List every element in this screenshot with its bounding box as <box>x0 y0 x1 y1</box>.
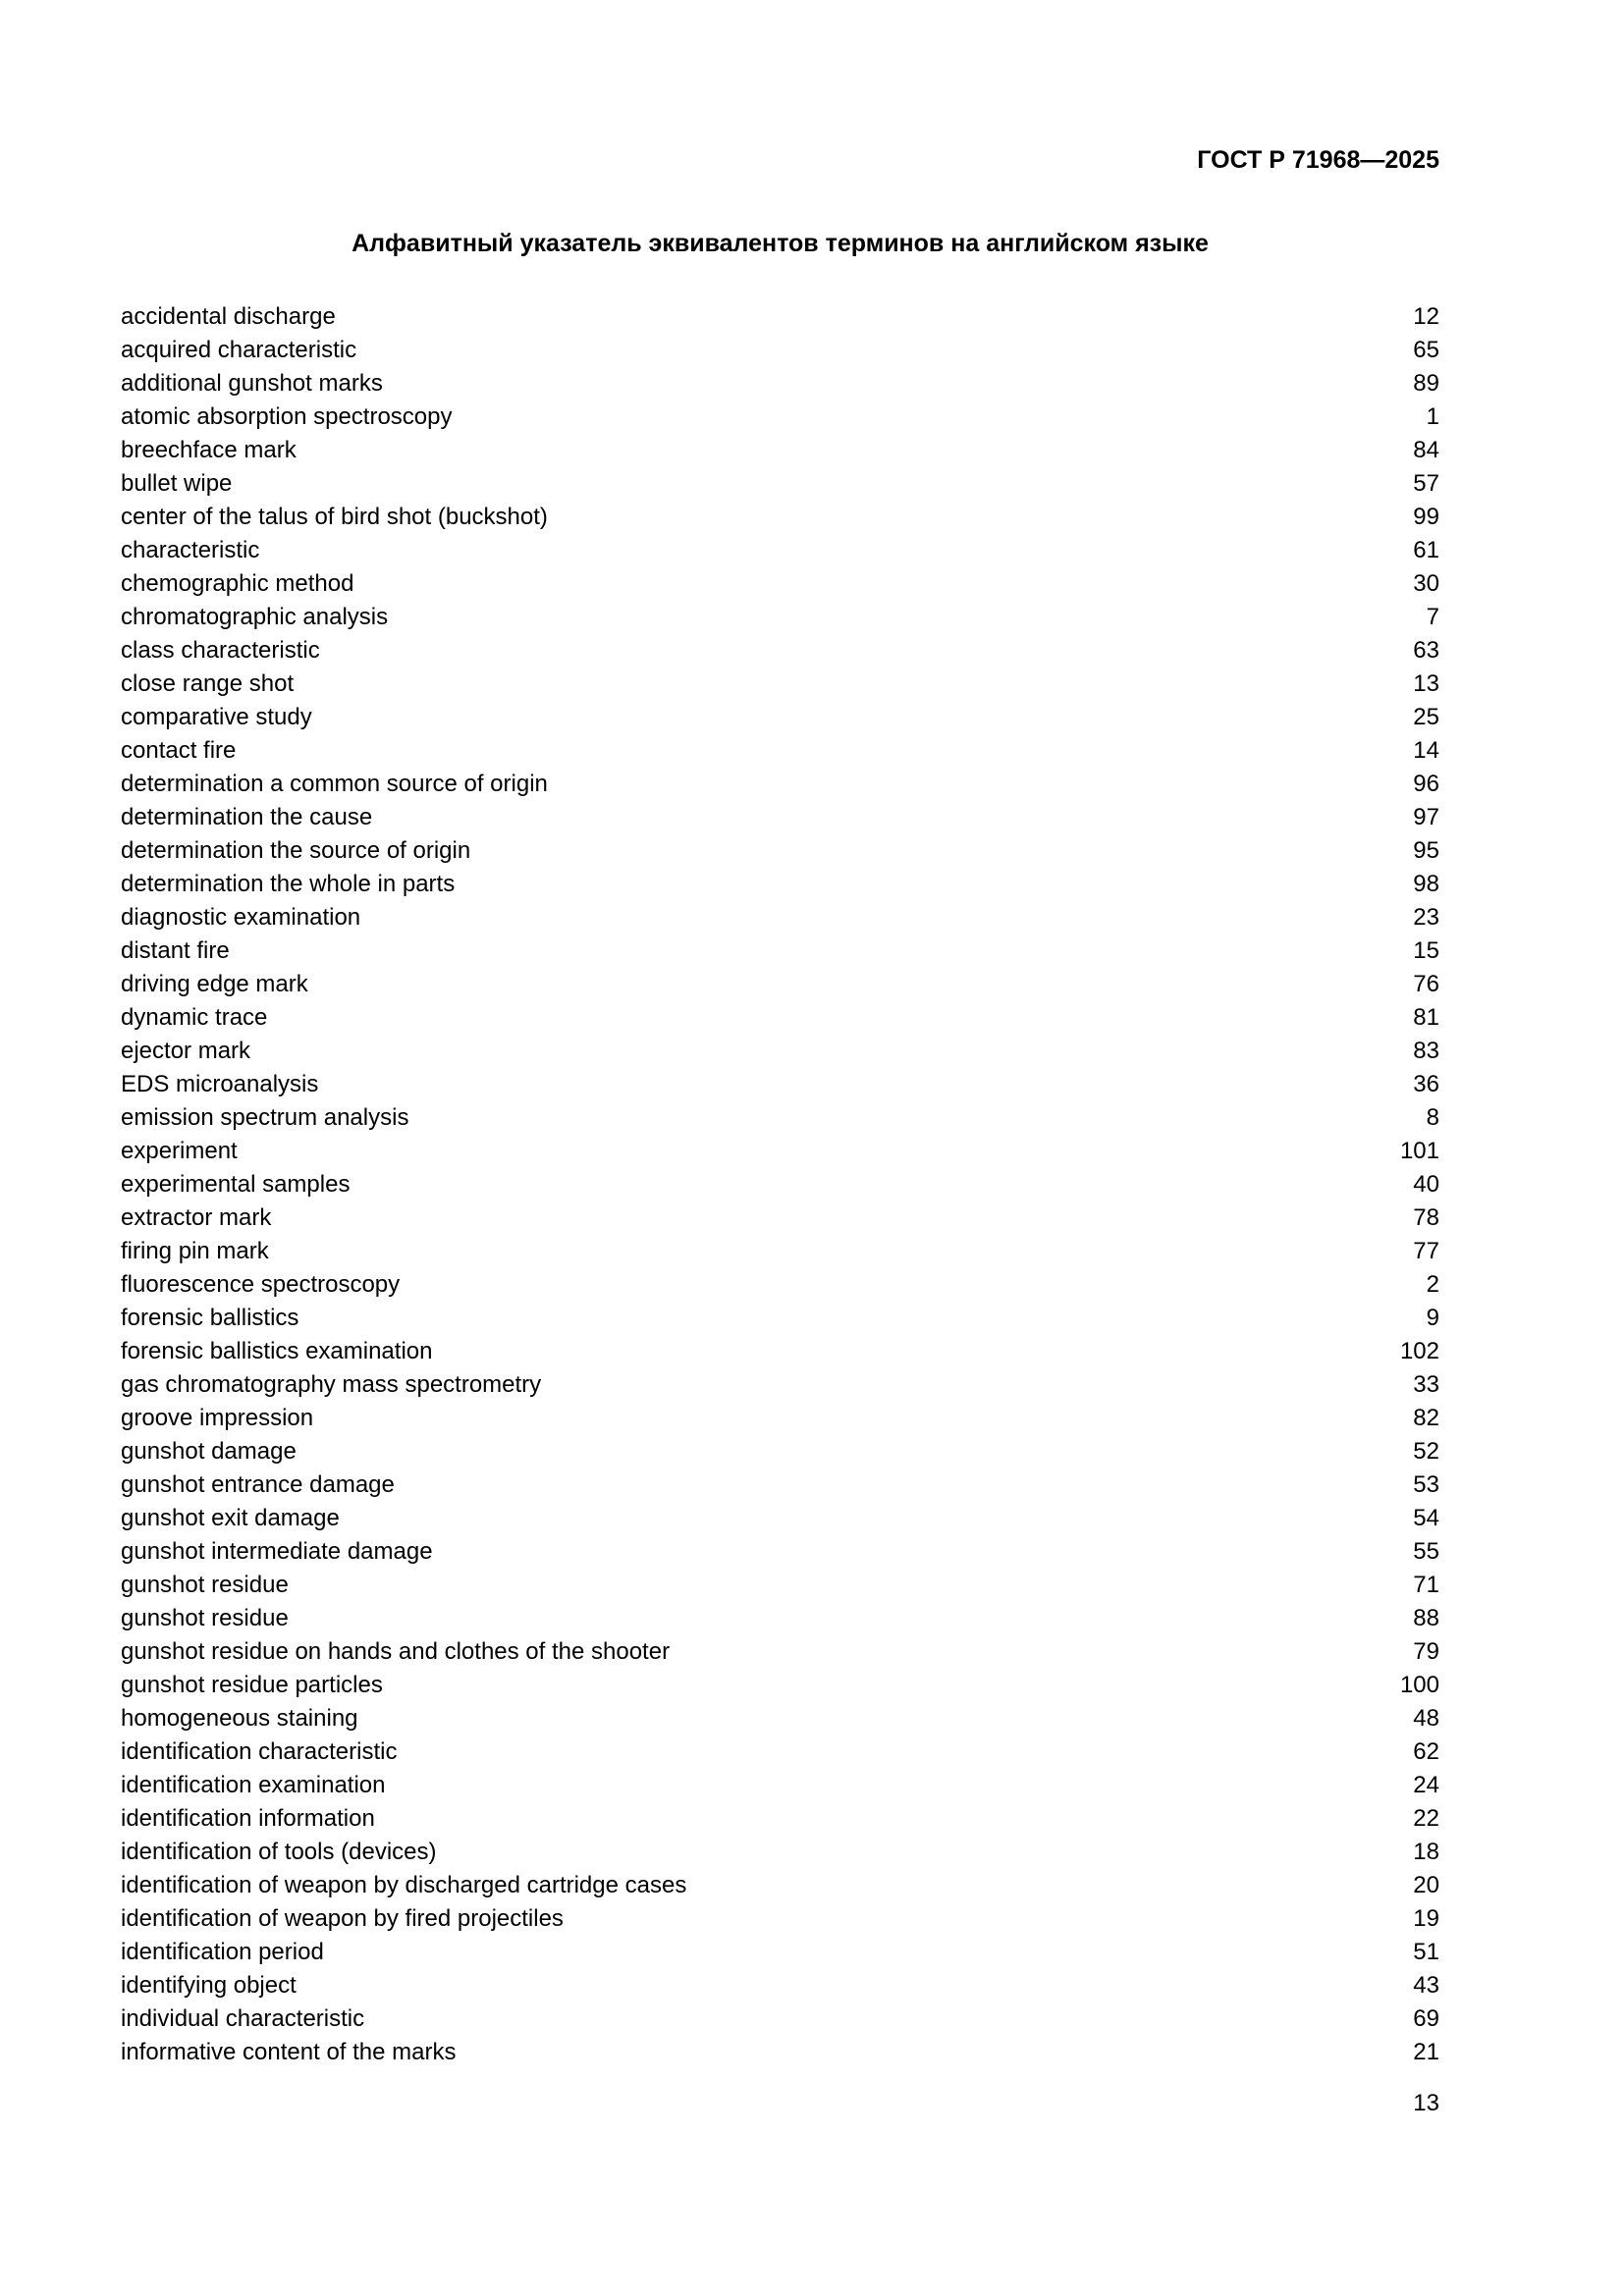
index-page-ref: 76 <box>1413 971 1439 997</box>
index-term: determination a common source of origin <box>121 771 548 797</box>
index-term: gunshot damage <box>121 1438 297 1465</box>
index-row <box>121 1502 1439 1535</box>
index-page-ref: 1 <box>1426 403 1439 430</box>
index-page-ref: 9 <box>1426 1305 1439 1331</box>
index-row <box>121 1669 1439 1702</box>
index-term: gunshot residue <box>121 1605 289 1631</box>
index-term: atomic absorption spectroscopy <box>121 403 453 430</box>
index-term: identification examination <box>121 1772 386 1798</box>
index-row <box>121 901 1439 934</box>
index-page-ref: 30 <box>1413 570 1439 597</box>
index-page-ref: 102 <box>1399 1338 1439 1364</box>
index-row <box>121 1969 1439 2002</box>
index-page-ref: 79 <box>1413 1638 1439 1665</box>
index-row <box>121 1836 1439 1869</box>
index-page-ref: 62 <box>1413 1738 1439 1765</box>
index-term: forensic ballistics <box>121 1305 299 1331</box>
index-page-ref: 21 <box>1413 2039 1439 2065</box>
index-row <box>121 534 1439 567</box>
index-row <box>121 1201 1439 1235</box>
index-row <box>121 1635 1439 1669</box>
index-title: Алфавитный указатель эквивалентов терминов на английском языке <box>352 230 1209 257</box>
index-term: determination the source of origin <box>121 837 471 864</box>
index-row <box>121 1302 1439 1335</box>
index-row <box>121 1902 1439 1936</box>
index-term: firing pin mark <box>121 1238 269 1264</box>
index-row <box>121 1869 1439 1902</box>
index-row <box>121 501 1439 534</box>
index-row <box>121 1435 1439 1468</box>
index-page-ref: 65 <box>1413 337 1439 363</box>
index-row <box>121 467 1439 501</box>
index-page-ref: 2 <box>1426 1271 1439 1298</box>
index-row <box>121 2036 1439 2069</box>
index-page-ref: 12 <box>1413 303 1439 330</box>
index-term: identification characteristic <box>121 1738 398 1765</box>
index-term: class characteristic <box>121 637 320 664</box>
index-page-ref: 83 <box>1413 1038 1439 1064</box>
index-term: individual characteristic <box>121 2005 365 2032</box>
index-term: chromatographic analysis <box>121 604 389 630</box>
index-row <box>121 400 1439 434</box>
index-term: gunshot residue particles <box>121 1672 383 1698</box>
index-term: characteristic <box>121 537 260 563</box>
index-page-ref: 54 <box>1413 1505 1439 1531</box>
index-term: homogeneous staining <box>121 1705 358 1732</box>
index-term: close range shot <box>121 670 295 697</box>
index-row <box>121 1802 1439 1836</box>
index-term: gunshot intermediate damage <box>121 1538 433 1565</box>
index-row <box>121 1936 1439 1969</box>
index-page-ref: 78 <box>1413 1204 1439 1231</box>
index-row <box>121 1035 1439 1068</box>
index-term: diagnostic examination <box>121 904 361 931</box>
index-row <box>121 801 1439 834</box>
index-row <box>121 934 1439 968</box>
index-page-ref: 89 <box>1413 370 1439 397</box>
index-page-ref: 51 <box>1413 1939 1439 1965</box>
index-term: gunshot residue on hands and clothes of the shooter <box>121 1638 671 1665</box>
index-row <box>121 1268 1439 1302</box>
index-row <box>121 1368 1439 1402</box>
index-term: ejector mark <box>121 1038 251 1064</box>
index-row <box>121 834 1439 868</box>
index-row <box>121 968 1439 1001</box>
index-page-ref: 24 <box>1413 1772 1439 1798</box>
index-term: breechface mark <box>121 437 297 463</box>
index-term: acquired characteristic <box>121 337 357 363</box>
index-row <box>121 1735 1439 1769</box>
index-row <box>121 334 1439 367</box>
index-page-ref: 99 <box>1413 504 1439 530</box>
index-page-ref: 96 <box>1413 771 1439 797</box>
index-term: center of the talus of bird shot (buckshot) <box>121 504 548 530</box>
index-page-ref: 98 <box>1413 871 1439 897</box>
index-page-ref: 48 <box>1413 1705 1439 1732</box>
index-term: distant fire <box>121 937 230 964</box>
index-term: forensic ballistics examination <box>121 1338 433 1364</box>
index-term: contact fire <box>121 737 237 764</box>
index-page-ref: 43 <box>1413 1972 1439 1999</box>
index-page-ref: 71 <box>1413 1572 1439 1598</box>
index-term: additional gunshot marks <box>121 370 383 397</box>
index-row <box>121 1168 1439 1201</box>
document-number: ГОСТ Р 71968—2025 <box>1197 146 1439 174</box>
index-term: identification period <box>121 1939 324 1965</box>
index-term: gunshot exit damage <box>121 1505 340 1531</box>
index-page-ref: 33 <box>1413 1371 1439 1398</box>
index-term: identification of weapon by fired projectiles <box>121 1905 564 1932</box>
index-term: determination the whole in parts <box>121 871 456 897</box>
index-row <box>121 434 1439 467</box>
index-term: gas chromatography mass spectrometry <box>121 1371 542 1398</box>
index-row <box>121 1068 1439 1101</box>
index-page-ref: 69 <box>1413 2005 1439 2032</box>
index-row <box>121 1335 1439 1368</box>
page-number: 13 <box>1413 2090 1439 2116</box>
index-row <box>121 1569 1439 1602</box>
index-term: gunshot entrance damage <box>121 1471 395 1498</box>
index-page-ref: 7 <box>1426 604 1439 630</box>
index-page-ref: 63 <box>1413 637 1439 664</box>
index-term: identification of weapon by discharged cartridge cases <box>121 1872 687 1898</box>
index-row <box>121 567 1439 601</box>
index-term: identifying object <box>121 1972 297 1999</box>
index-row <box>121 734 1439 768</box>
index-row <box>121 1135 1439 1168</box>
index-page-ref: 20 <box>1413 1872 1439 1898</box>
index-term: identification of tools (devices) <box>121 1839 437 1865</box>
index-term: informative content of the marks <box>121 2039 457 2065</box>
index-term: accidental discharge <box>121 303 336 330</box>
index-term: fluorescence spectroscopy <box>121 1271 401 1298</box>
index-page-ref: 22 <box>1413 1805 1439 1832</box>
index-page-ref: 52 <box>1413 1438 1439 1465</box>
index-page-ref: 57 <box>1413 470 1439 497</box>
index-page-ref: 53 <box>1413 1471 1439 1498</box>
index-page-ref: 55 <box>1413 1538 1439 1565</box>
index-page-ref: 8 <box>1426 1104 1439 1131</box>
index-row <box>121 601 1439 634</box>
index-page-ref: 100 <box>1399 1672 1439 1698</box>
index-row <box>121 1468 1439 1502</box>
index-term: EDS microanalysis <box>121 1071 319 1097</box>
index-term: gunshot residue <box>121 1572 289 1598</box>
index-page-ref: 15 <box>1413 937 1439 964</box>
index-term: experimental samples <box>121 1171 351 1198</box>
index-page-ref: 23 <box>1413 904 1439 931</box>
index-page-ref: 101 <box>1399 1138 1439 1164</box>
index-page-ref: 13 <box>1413 670 1439 697</box>
index-row <box>121 1235 1439 1268</box>
index-row <box>121 634 1439 667</box>
index-row <box>121 701 1439 734</box>
index-term: groove impression <box>121 1405 314 1431</box>
index-term: extractor mark <box>121 1204 272 1231</box>
index-page-ref: 14 <box>1413 737 1439 764</box>
index-term: driving edge mark <box>121 971 308 997</box>
index-term: determination the cause <box>121 804 373 830</box>
index-row <box>121 300 1439 334</box>
index-page-ref: 40 <box>1413 1171 1439 1198</box>
index-row <box>121 1602 1439 1635</box>
index-page-ref: 19 <box>1413 1905 1439 1932</box>
index-term: bullet wipe <box>121 470 233 497</box>
index-page-ref: 95 <box>1413 837 1439 864</box>
index-page-ref: 18 <box>1413 1839 1439 1865</box>
index-row <box>121 1769 1439 1802</box>
page-content <box>121 145 1439 2069</box>
index-term: experiment <box>121 1138 238 1164</box>
index-row <box>121 1702 1439 1735</box>
index-term: emission spectrum analysis <box>121 1104 409 1131</box>
index-term: identification information <box>121 1805 375 1832</box>
index-page-ref: 61 <box>1413 537 1439 563</box>
index-page-ref: 81 <box>1413 1004 1439 1031</box>
index-page-ref: 84 <box>1413 437 1439 463</box>
index-page-ref: 36 <box>1413 1071 1439 1097</box>
index-page-ref: 25 <box>1413 704 1439 730</box>
index-term: comparative study <box>121 704 312 730</box>
index-row <box>121 868 1439 901</box>
index-term: chemographic method <box>121 570 354 597</box>
index-page-ref: 88 <box>1413 1605 1439 1631</box>
index-list <box>121 300 1439 2069</box>
index-row <box>121 1001 1439 1035</box>
index-term: dynamic trace <box>121 1004 268 1031</box>
index-row <box>121 768 1439 801</box>
index-page-ref: 77 <box>1413 1238 1439 1264</box>
index-row <box>121 367 1439 400</box>
index-row <box>121 667 1439 701</box>
index-page-ref: 82 <box>1413 1405 1439 1431</box>
index-row <box>121 1101 1439 1135</box>
index-row <box>121 1402 1439 1435</box>
index-row <box>121 1535 1439 1569</box>
index-page-ref: 97 <box>1413 804 1439 830</box>
index-row <box>121 2002 1439 2036</box>
